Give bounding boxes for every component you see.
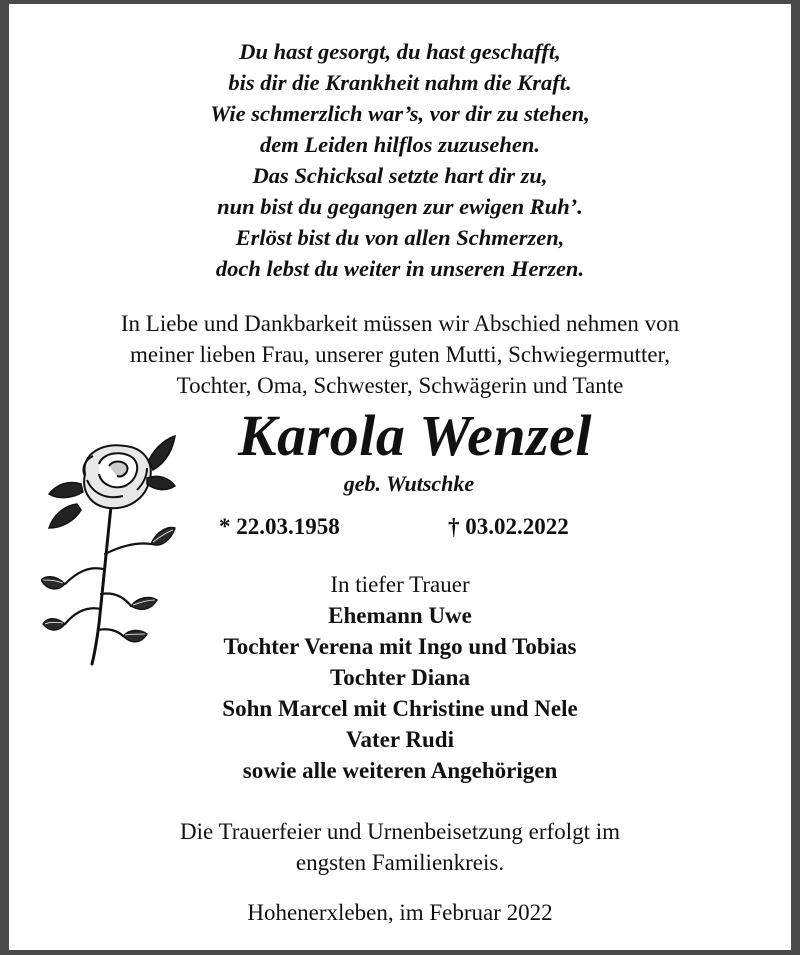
poem-line: Wie schmerzlich war’s, vor dir zu stehen, (210, 101, 590, 126)
maiden-name: geb. Wutschke (343, 471, 475, 496)
mourners-lead: In tiefer Trauer (330, 572, 470, 597)
place-date: Hohenerxleben, im Februar 2022 (247, 900, 553, 925)
intro-line: meiner lieben Frau, unserer guten Mutti, Schwiegermutter, (129, 342, 671, 367)
poem-line: Du hast gesorgt, du hast geschafft, (239, 39, 561, 64)
intro-line: In Liebe und Dankbarkeit müssen wir Abschied nehmen von (120, 311, 680, 336)
intro-line: Tochter, Oma, Schwester, Schwägerin und Tante (176, 373, 624, 398)
death-date: † 03.02.2022 (448, 514, 569, 539)
intro-text (9, 308, 791, 401)
poem (9, 36, 791, 284)
mourner-entry: Ehemann Uwe (328, 603, 472, 628)
deceased-name: Karola Wenzel (237, 403, 593, 468)
mourners-list (9, 569, 791, 786)
poem-line: Erlöst bist du von allen Schmerzen, (235, 225, 565, 250)
mourner-entry: Sohn Marcel mit Christine und Nele (222, 696, 578, 721)
poem-line: Das Schicksal setzte hart dir zu, (252, 163, 548, 188)
poem-line: doch lebst du weiter in unseren Herzen. (215, 256, 585, 281)
mourner-entry: sowie alle weiteren Angehörigen (242, 758, 558, 783)
poem-line: bis dir die Krankheit nahm die Kraft. (228, 70, 572, 95)
mourner-entry: Tochter Verena mit Ingo und Tobias (223, 634, 577, 659)
poem-line: dem Leiden hilflos zuzusehen. (259, 132, 541, 157)
poem-line: nun bist du gegangen zur ewigen Ruh’. (217, 194, 583, 219)
mourner-entry: Tochter Diana (330, 665, 470, 690)
funeral-note (9, 816, 791, 878)
birth-date: * 22.03.1958 (219, 514, 340, 539)
mourner-entry: Vater Rudi (346, 727, 454, 752)
funeral-line: Die Trauerfeier und Urnenbeisetzung erfolgt im (179, 819, 621, 844)
funeral-line: engsten Familienkreis. (295, 850, 505, 875)
